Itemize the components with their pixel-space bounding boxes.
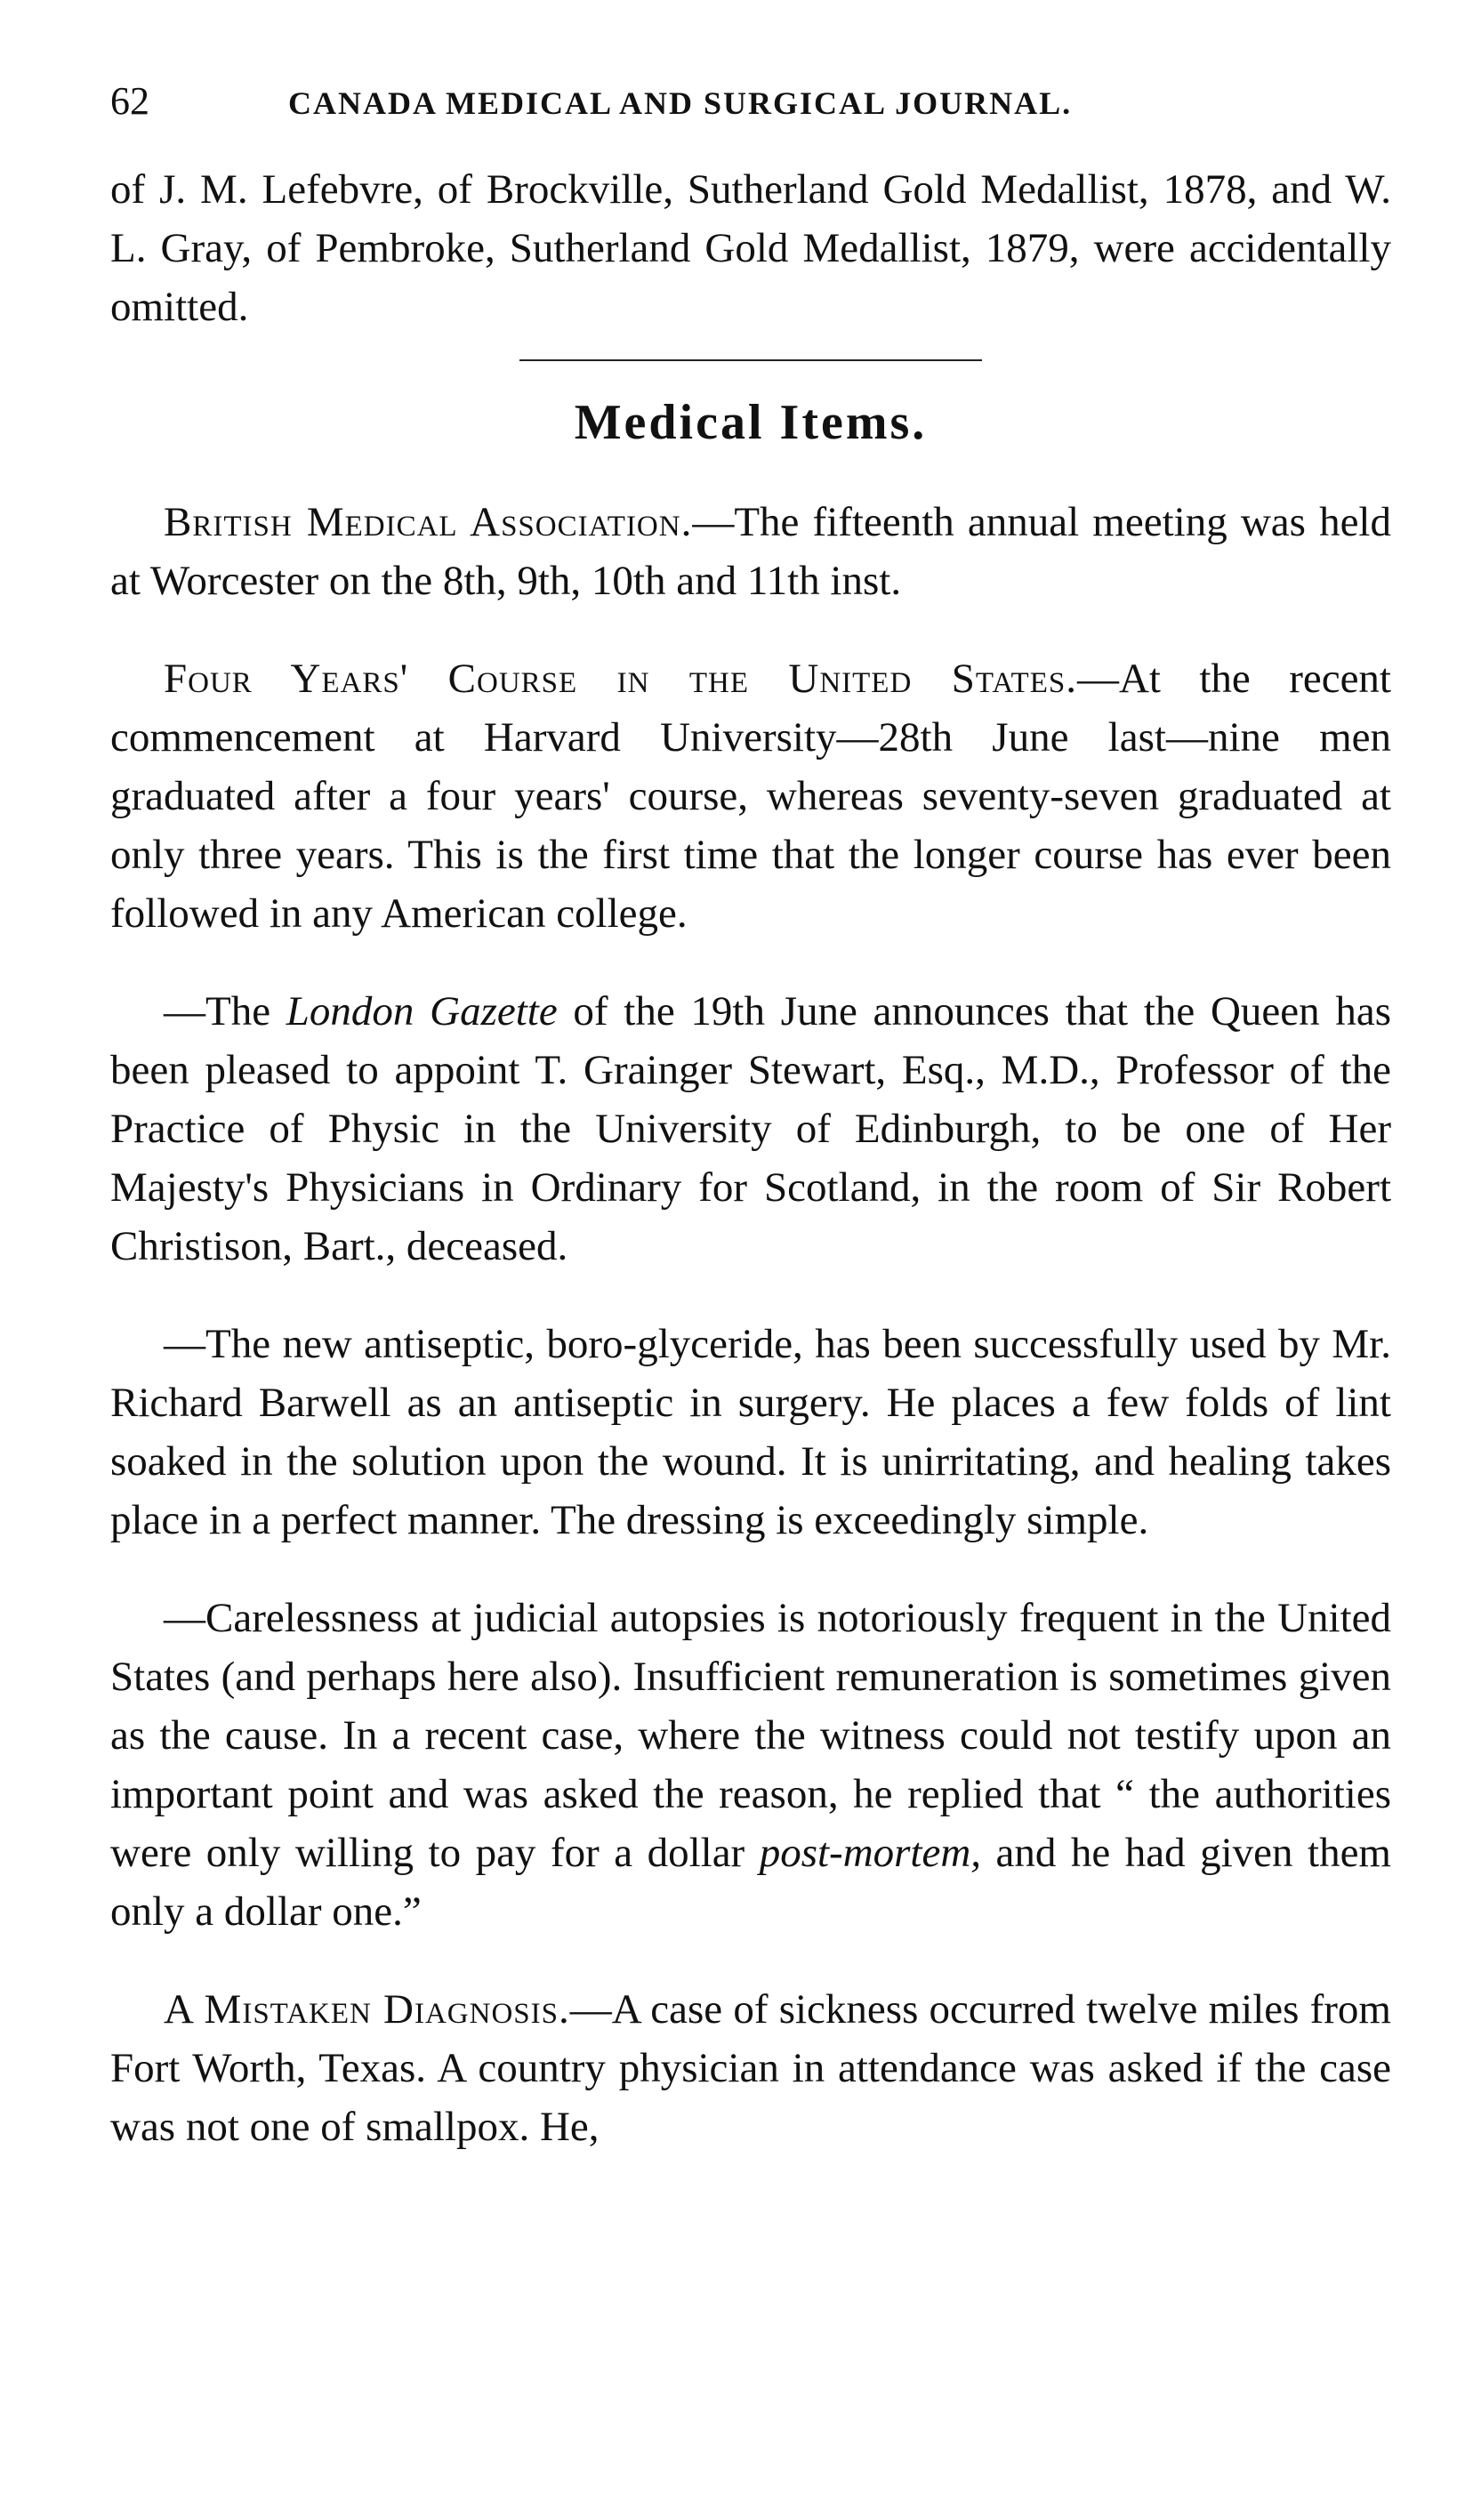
page-number: 62 bbox=[110, 79, 149, 123]
item-autopsies bbox=[110, 1589, 1391, 1941]
section-heading: Medical Items. bbox=[574, 395, 928, 450]
item-bma-title: British Medical Association. bbox=[164, 499, 693, 545]
item-diagnosis bbox=[110, 1980, 1391, 2156]
item-four-years-text: —At the recent commencement at Harvard University—28th June last—nine men graduated after a four years' course, whereas seventy-seven graduated at only three years. This is the first time that the longer course has ever been followed in any American college. bbox=[110, 656, 1391, 937]
running-head bbox=[110, 78, 1391, 132]
item-autopsies-text: and he had given them only a dollar one.” bbox=[110, 1830, 1391, 1935]
item-gazette bbox=[110, 982, 1391, 1276]
item-bma-text: —The fifteenth annual meeting was held at Worcester on the 8th, 9th, 10th and 11th inst. bbox=[110, 499, 1391, 604]
journal-page bbox=[110, 78, 1391, 2156]
item-bma bbox=[110, 493, 1391, 610]
item-gazette-text: of the 19th June announces that the Queen has been pleased to appoint T. Grainger Stewart, Esq., M.D., Professor of the Practice of Physic in the University of Edinburgh, to be one of Her Majesty's Physicians in Ordinary for Scotland, in the room of Sir Robert Christison, Bart., deceased. bbox=[110, 988, 1391, 1269]
item-diagnosis-title: A Mistaken Diagnosis. bbox=[164, 1986, 570, 2033]
item-antiseptic bbox=[110, 1315, 1391, 1550]
item-autopsies-italic: post-mortem, bbox=[759, 1830, 982, 1876]
item-gazette-italic: London Gazette bbox=[286, 988, 558, 1035]
item-antiseptic-text: —The new antiseptic, boro-glyceride, has been successfully used by Mr. Richard Barwell as an antiseptic in surgery. He places a few folds of lint soaked in the solution upon the wound. It is unirritating, and healing takes place in a perfect manner. The dressing is exceedingly simple. bbox=[110, 1321, 1391, 1543]
section-divider bbox=[519, 359, 982, 361]
intro-text: of J. M. Lefebvre, of Brockville, Sutherland Gold Medallist, 1878, and W. L. Gray, of Pembroke, Sutherland Gold Medallist, 1879, were accidentally omitted. bbox=[110, 166, 1391, 330]
item-four-years-title: Four Years' Course in the United States. bbox=[164, 656, 1077, 702]
item-autopsies-lead: —Carelessness at judicial autopsies is notoriously frequent in the United States (and perhaps here also). Insufficient remuneration is sometimes given as the cause. In a recent case, where the witness could not testify upon an important point and was asked the reason, he replied that “ the authorities were only willing to pay for a dollar bbox=[110, 1595, 1391, 1876]
item-four-years bbox=[110, 649, 1391, 943]
item-gazette-lead: —The bbox=[164, 988, 286, 1035]
intro-paragraph bbox=[110, 160, 1391, 336]
journal-title: CANADA MEDICAL AND SURGICAL JOURNAL. bbox=[288, 85, 1073, 121]
item-diagnosis-text: —A case of sickness occurred twelve miles from Fort Worth, Texas. A country physician in attendance was asked if the case was not one of smallpox. He, bbox=[110, 1986, 1391, 2150]
